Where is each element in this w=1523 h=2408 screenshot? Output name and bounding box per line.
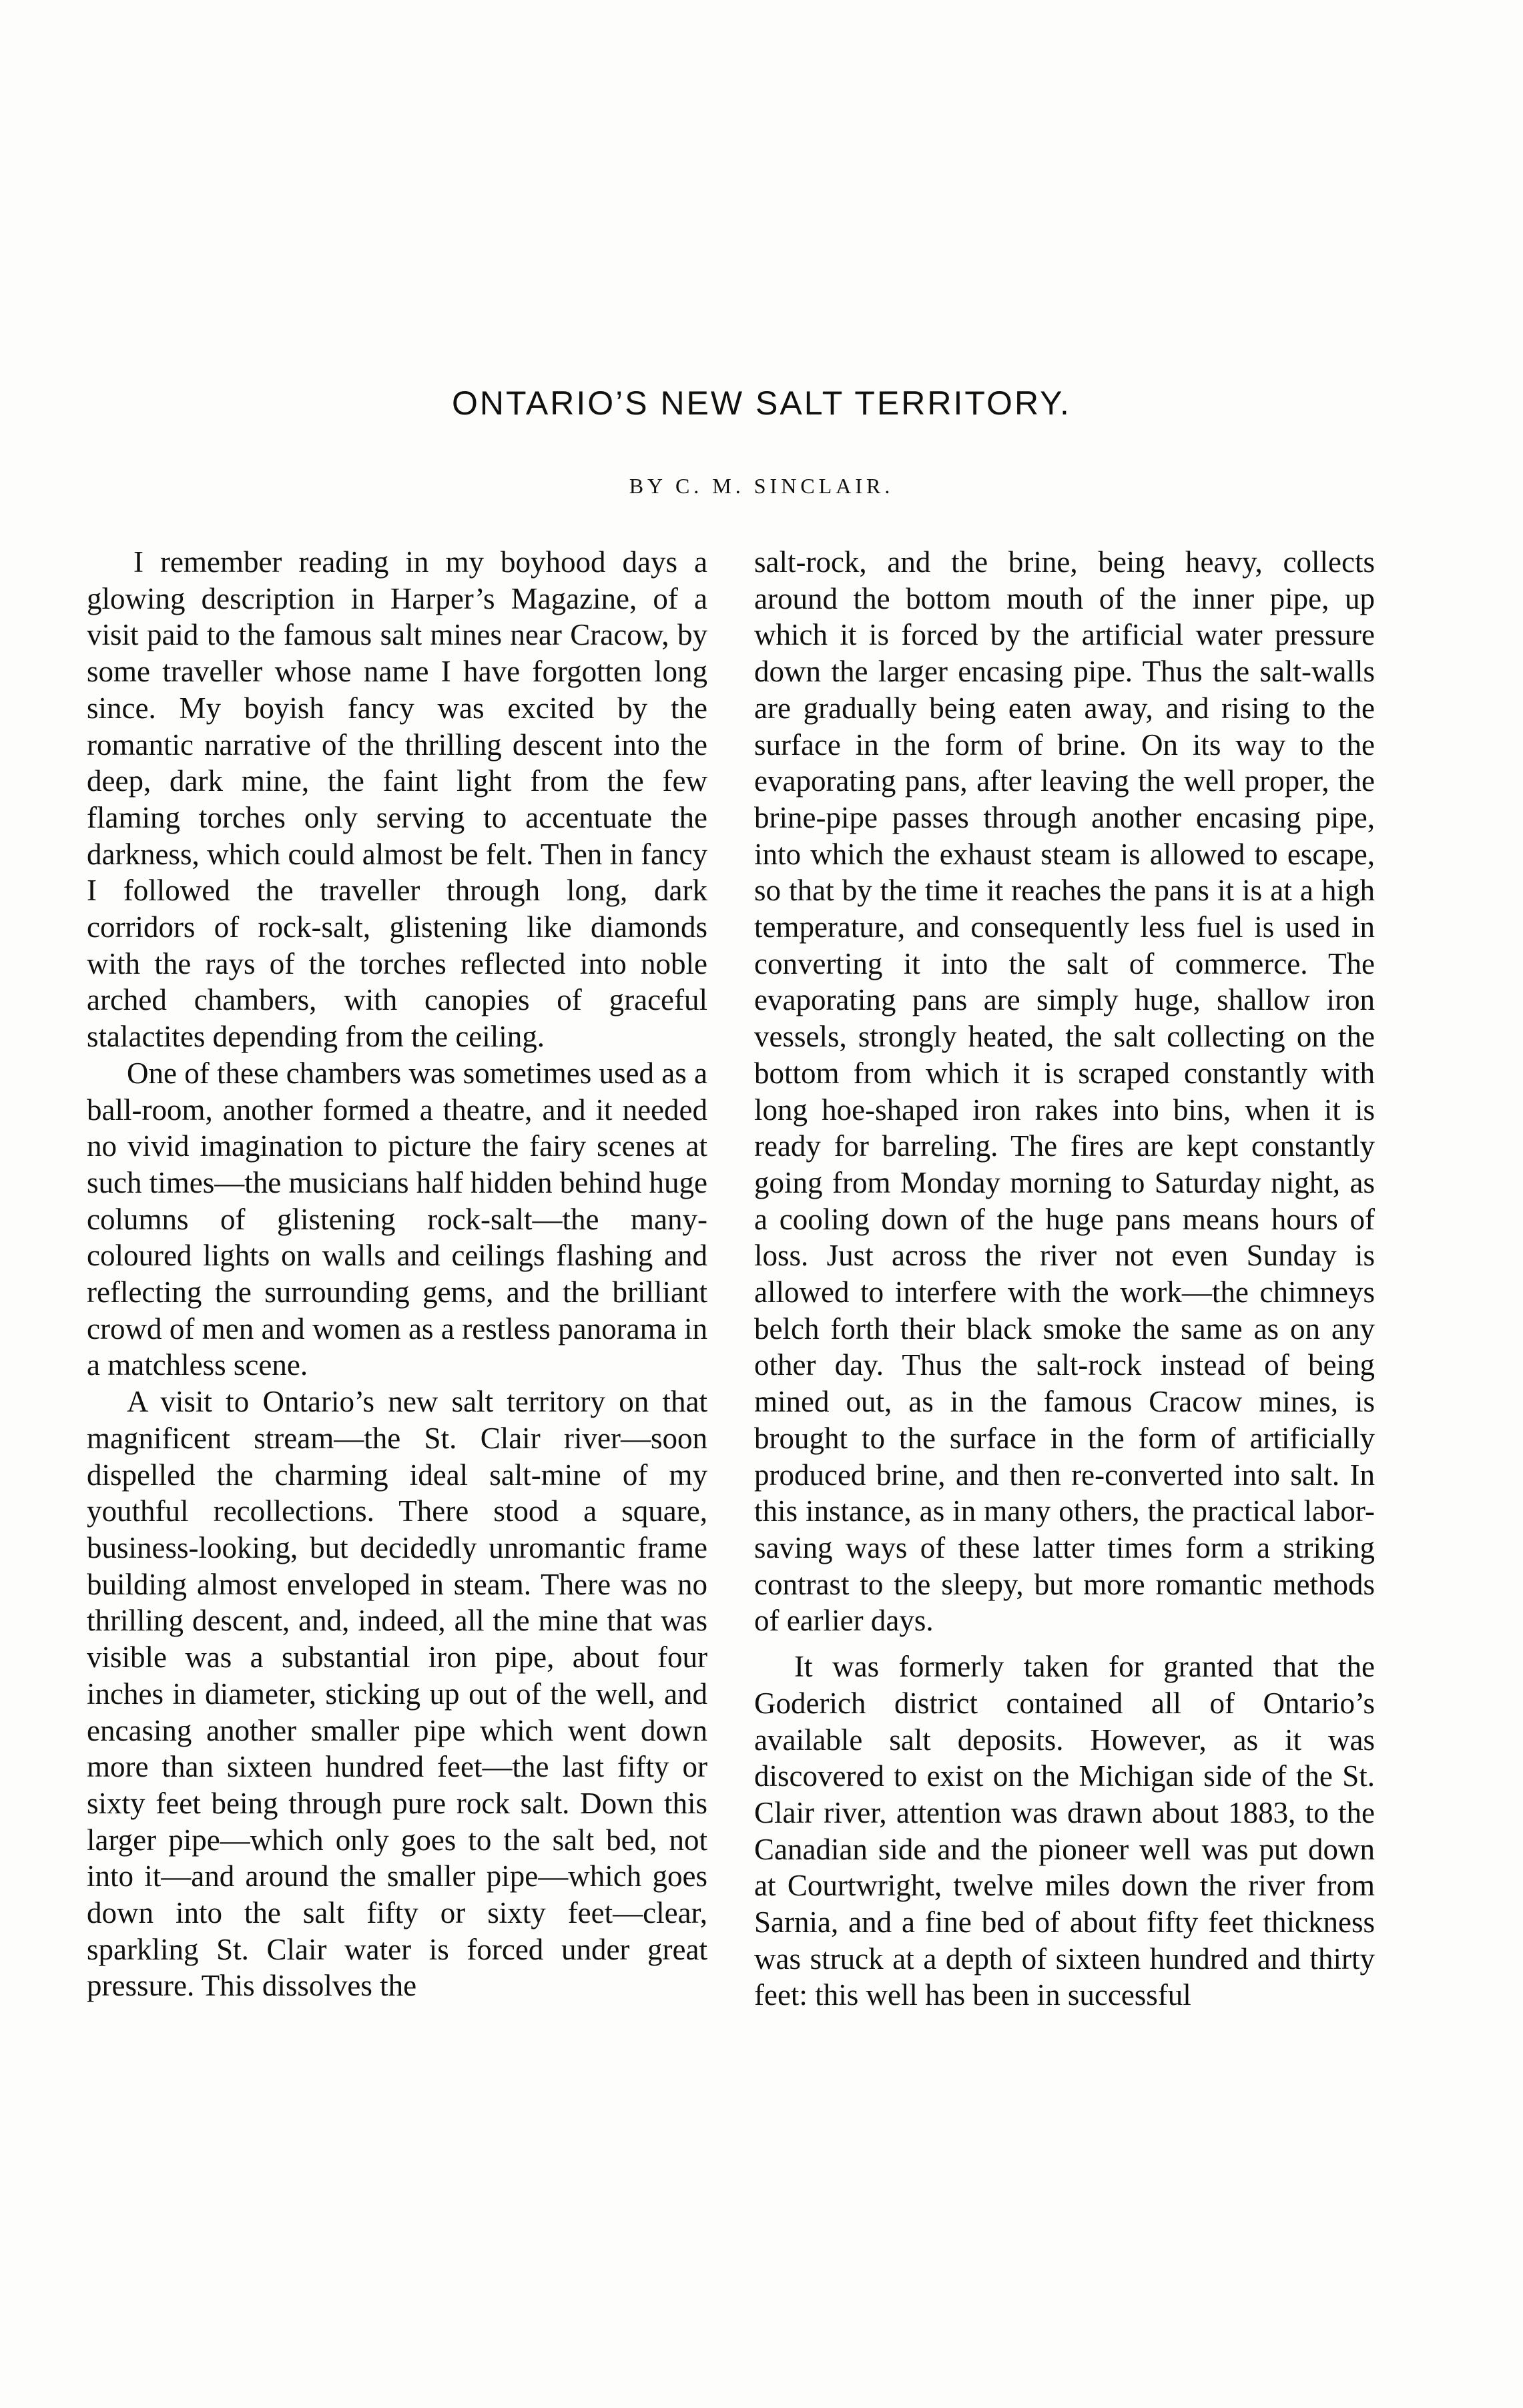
- paragraph-left-2: One of these chambers was sometimes used as a ball-room, another formed a theatre, and it needed no vivid imagination to picture the fairy scenes at such times—the musicians half hidden behind huge columns of glistening rock-salt—the many-coloured lights on walls and ceilings flashing and reflecting the surrounding gems, and the brilliant crowd of men and women as a restless panorama in a matchless scene.: [87, 1056, 707, 1382]
- article-title: ONTARIO’S NEW SALT TERRITORY.: [452, 384, 1071, 422]
- paragraph-left-1: I remember reading in my boyhood days a glowing description in Harper’s Magazine, of a visit paid to the famous salt mines near Cracow, by some traveller whose name I have forgotten long since. My boyish fancy was excited by the romantic narrative of the thrilling descent into the deep, dark mine, the faint light from the few flaming torches only serving to accentuate the darkness, which could almost be felt. Then in fancy I followed the traveller through long, dark corridors of rock-salt, glistening like diamonds with the rays of the torches reflected into noble arched chambers, with canopies of graceful stalactites depending from the ceiling.: [87, 545, 707, 1054]
- paragraph-right-2: It was formerly taken for granted that the Goderich district contained all of Ontario’s available salt deposits. However, as it was discovered to exist on the Michigan side of the St. Clair river, attention was drawn about 1883, to the Canadian side and the pioneer well was put down at Courtwright, twelve miles down the river from Sarnia, and a fine bed of about fifty feet thickness was struck at a depth of sixteen hundred and thirty feet: this well has been in successful: [754, 1650, 1375, 2012]
- paragraph-left-3: A visit to Ontario’s new salt territory on that magnificent stream—the St. Clair river—soon dispelled the charming ideal salt-mine of my youthful recollections. There stood a square, business-looking, but decidedly unromantic frame building almost enveloped in steam. There was no thrilling descent, and, indeed, all the mine that was visible was a substantial iron pipe, about four inches in diameter, sticking up out of the well, and encasing another smaller pipe which went down more than sixteen hundred feet—the last fifty or sixty feet being through pure rock salt. Down this larger pipe—which only goes to the salt bed, not into it—and around the smaller pipe—which goes down into the salt fifty or sixty feet—clear, sparkling St. Clair water is forced under great pressure. This dissolves the: [87, 1385, 707, 2003]
- article-byline: BY C. M. SINCLAIR.: [629, 474, 894, 498]
- right-column: [754, 544, 1375, 2014]
- left-column: [87, 544, 707, 2004]
- paragraph-right-1: salt-rock, and the brine, being heavy, collects around the bottom mouth of the inner pipe, up which it is forced by the artificial water pressure down the larger encasing pipe. Thus the salt-walls are gradually being eaten away, and rising to the surface in the form of brine. On its way to the evaporating pans, after leaving the well proper, the brine-pipe passes through another encasing pipe, into which the exhaust steam is allowed to escape, so that by the time it reaches the pans it is at a high temperature, and consequently less fuel is used in converting it into the salt of commerce. The evaporating pans are simply huge, shallow iron vessels, strongly heated, the salt collecting on the bottom from which it is scraped constantly with long hoe-shaped iron rakes into bins, when it is ready for barreling. The fires are kept constantly going from Monday morning to Saturday night, as a cooling down of the huge pans means hours of loss. Just across the river not even Sunday is allowed to interfere with the work—the chimneys belch forth their black smoke the same as on any other day. Thus the salt-rock instead of being mined out, as in the famous Cracow mines, is brought to the surface in the form of artificially produced brine, and then re-converted into salt. In this instance, as in many others, the practical labor-saving ways of these latter times form a striking contrast to the sleepy, but more romantic methods of earlier days.: [754, 545, 1375, 1638]
